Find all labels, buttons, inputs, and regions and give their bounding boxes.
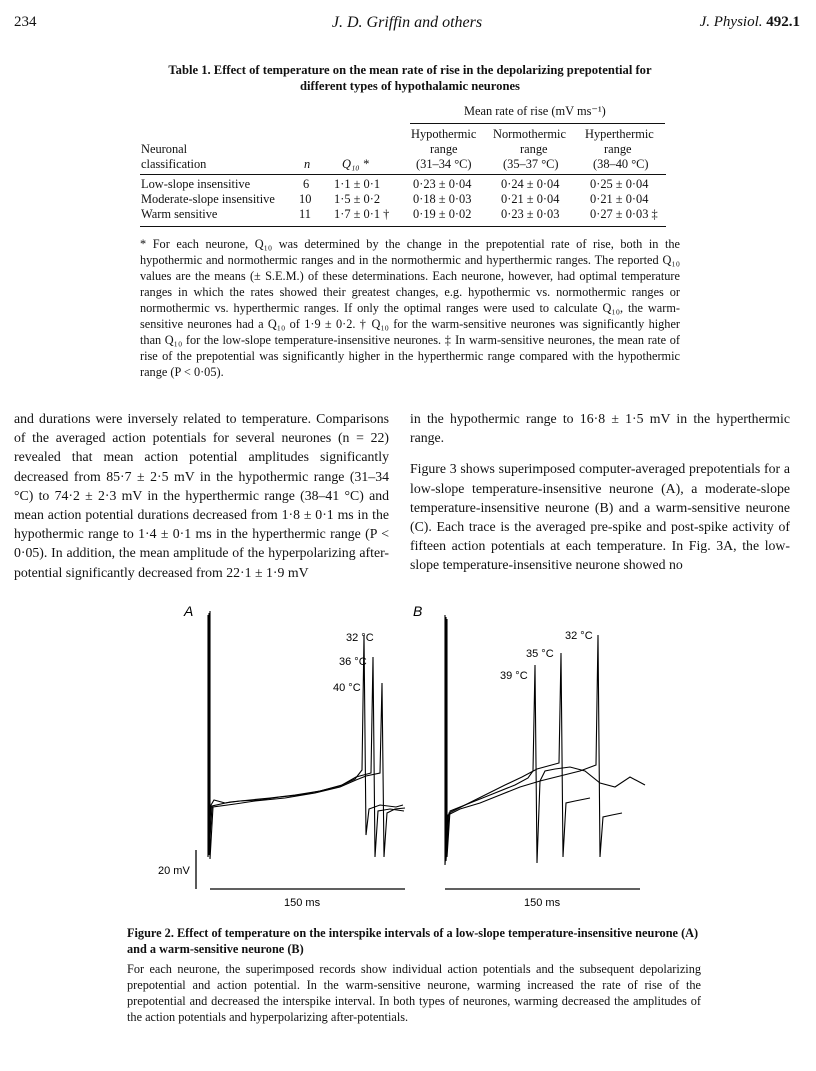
left-column [14,409,389,582]
figure-caption-title: Figure 2. Effect of temperature on the interspike intervals of a low-slope temperature-insensitive neurone (A) and a warm-sensitive neurone (B) [127,926,699,956]
row-2-normo: 0·21 ± 0·04 [501,192,560,206]
panel-b-label: B [413,603,423,619]
voltage-scale-label: 20 mV [158,865,190,877]
spanner-rule [410,123,665,124]
panel-a-temp-36: 36 °C [339,656,367,668]
panel-a-trace-36 [209,613,404,857]
row-3-hyper: 0·27 ± 0·03 ‡ [590,207,658,221]
header-hypo-3: (31–34 °C) [416,157,472,171]
time-scale-label-a: 150 ms [284,897,321,909]
row-2-hypo: 0·18 ± 0·03 [413,192,472,206]
row-3-q10: 1·7 ± 0·1 † [334,207,390,221]
running-authors: J. D. Griffin and others [331,14,483,31]
row-2-label: Moderate-slope insensitive [141,192,275,206]
journal-volume: 492.1 [766,14,800,30]
figure-caption [127,925,701,1025]
header-class-2: classification [141,157,207,171]
header-normo-1: Normothermic [493,127,566,141]
header-hypo-2: range [430,142,458,156]
header-normo-3: (35–37 °C) [503,157,559,171]
row-3-normo: 0·23 ± 0·03 [501,207,560,221]
table-footnote: * For each neurone, Q₁₀ was determined by the change in the prepotential rate of rise, both in the hypothermic and normothermic ranges and in the normothermic and hyperthermic ranges. The reported Q₁₀ values are the means (± S.E.M.) of these determinations. Each neurone, however, had optimal temperature ranges in which the rates showed their greatest changes, e.g. hypothermic vs. normothermic ranges or normothermic vs. hyperthermic ranges. If only the optimal ranges were used to calculate Q₁₀, the warm-sensitive neurones had a Q₁₀ of 1·9 ± 0·2. † Q₁₀ for the warm-sensitive neurones was significantly higher than Q₁₀ for the low-slope temperature-insensitive neurones. ‡ In warm-sensitive neurones, the mean rate of rise of the prepotential was significantly higher in the hyperthermic range compared with the hypothermic range (P < 0·05). [140,237,680,379]
journal-name: J. Physiol. [699,14,763,30]
row-1-hyper: 0·25 ± 0·04 [590,177,649,191]
panel-b-temp-32: 32 °C [565,630,593,642]
row-1-n: 6 [303,177,310,191]
table-caption-line-1: Table 1. Effect of temperature on the mean rate of rise in the depolarizing prepotential for [168,63,652,77]
header-hypo-1: Hypothermic [411,127,477,141]
table-caption-line-2: different types of hypothalamic neurones [300,79,520,93]
header-class-1: Neuronal [141,142,188,156]
row-1-label: Low-slope insensitive [141,177,251,191]
panel-b-temp-39: 39 °C [500,670,528,682]
panel-b-trace-35 [446,617,590,861]
panel-a-trace-40 [210,611,405,859]
panel-a-temp-40: 40 °C [333,682,361,694]
row-1-q10: 1·1 ± 0·1 [334,177,381,191]
row-1-normo: 0·24 ± 0·04 [501,177,560,191]
time-scale-label-b: 150 ms [524,897,561,909]
header-hyper-2: range [604,142,632,156]
header-n: n [304,157,311,171]
header-hyper-1: Hyperthermic [585,127,654,141]
figure-2 [0,595,816,915]
left-column-text: and durations were inversely related to temperature. Comparisons of the averaged action potentials for several neurones (n = 22) revealed that mean action potential amplitudes significantly decreased from 85·7 ± 2·5 mV in the hypothermic range (31–34 °C) to 74·2 ± 2·3 mV in the hyperthermic range (38–41 °C) and mean action potential durations decreased from 1·8 ± 0·1 ms in the hypothermic range to 1·4 ± 0·1 ms in the hyperthermic range (P < 0·05). In addition, the mean amplitude of the hyperpolarizing after-potential significantly decreased from 22·1 ± 1·9 mV [14,411,389,580]
bottom-rule [140,226,666,227]
header-hyper-3: (38–40 °C) [593,157,649,171]
panel-a-temp-labels [333,632,374,694]
panel-b-temp-labels [500,630,593,682]
panel-a-traces [208,611,405,859]
page-number: 234 [14,14,37,30]
right-column [410,409,790,575]
header-rule [140,174,666,175]
row-1-hypo: 0·23 ± 0·04 [413,177,472,191]
right-column-paragraph-2: Figure 3 shows superimposed computer-averaged prepotentials for a low-slope temperature-insensitive neurone (A), a moderate-slope temperature-insensitive neurone (B) and a warm-sensitive neurone (C). Each trace is the averaged pre-spike and post-spike activity of fifteen action potentials at each temperature. In Fig. 3A, the low-slope temperature-insensitive neurone showed no [410,461,790,573]
panel-b-temp-35: 35 °C [526,648,554,660]
row-2-q10: 1·5 ± 0·2 [334,192,381,206]
row-3-hypo: 0·19 ± 0·02 [413,207,472,221]
row-3-n: 11 [299,207,311,221]
row-3-label: Warm sensitive [141,207,218,221]
header-q10: Q₁₀ * [342,157,369,171]
right-column-paragraph-1: in the hypothermic range to 16·8 ± 1·5 mV in the hyperthermic range. [410,411,790,446]
panel-a-label: A [184,603,194,619]
header-normo-2: range [520,142,548,156]
row-2-n: 10 [299,192,312,206]
figure-caption-text: For each neurone, the superimposed records show individual action potentials and the subsequent depolarizing prepotential and action potential. In the warm-sensitive neurone, warming increased the rate of rise of the prepotential and decreased the interspike interval. In both types of neurones, warming decreased the amplitudes of the action potentials and hyperpolarizing after-potentials. [127,962,701,1024]
panel-a-temp-32: 32 °C [346,632,374,644]
table-spanner: Mean rate of rise (mV ms⁻¹) [464,104,606,118]
row-2-hyper: 0·21 ± 0·04 [590,192,649,206]
data-table [0,0,816,230]
